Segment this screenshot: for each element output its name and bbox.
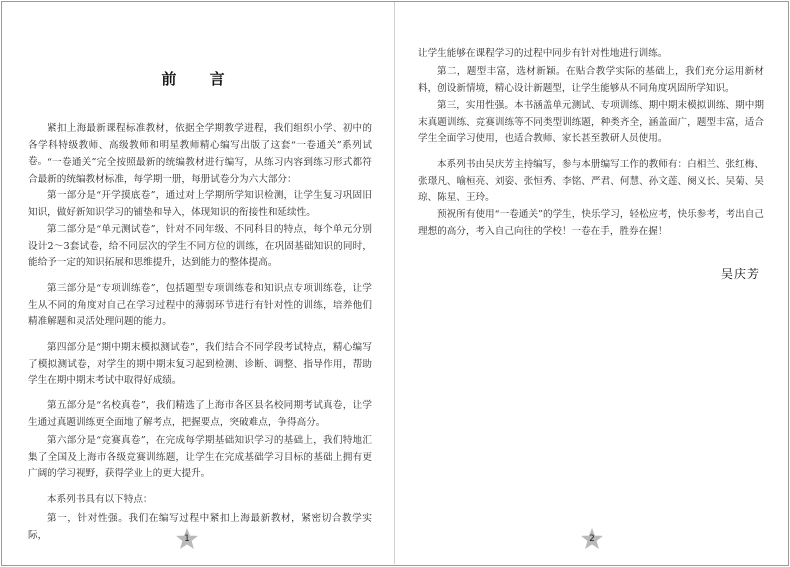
left-page [28,0,372,567]
page-number-left: 1 [184,534,190,544]
preface-paragraph-7: 第五部分是“名校真卷”，我们精选了上海市各区县名校同期考试真卷，让学生通过真题训练更全面地了解考点，把握要点，突破难点，争得高分。 [28,400,372,428]
preface-paragraph-feature-2: 第二，题型丰富，选材新颖。在贴合教学实际的基础上，我们充分运用新材料，创设新情境，精心设计新题型，让学生能够从不同角度巩固所学知识。 [418,66,764,94]
preface-paragraph-10: 第一，针对性强。我们在编写过程中紧扣上海最新教材，紧密切合教学实际， [28,513,372,541]
author-signature: 吴庆芳 [720,267,760,281]
preface-title: 前 言 [161,70,239,88]
preface-paragraph-feature-3: 第三，实用性强。本书涵盖单元测试、专项训练、期中期末模拟训练、期中期末真题训练、竞赛训练等不同类型训练题，种类齐全，涵盖面广，题型丰富，适合学生全面学习使用，也适合教师、家长甚至教研人员使用。 [418,100,764,145]
page-number-badge-left [175,527,199,551]
preface-paragraph-2: “一卷通关”完全按照最新的统编教材进行编写，从练习内容到练习形式都符合最新的统编教材标准，每学期一册，每册试卷分为六大部分： [28,157,372,185]
preface-paragraph-3: 第一部分是“开学摸底卷”，通过对上学期所学知识检测，让学生复习巩固旧知识，做好新知识学习的铺垫和导入，体现知识的衔接性和延续性。 [28,190,372,218]
preface-paragraph-9: 本系列书具有以下特点： [47,494,153,505]
preface-paragraph-1: 紧扣上海最新课程标准教材，依据全学期教学进程，我们组织小学、初中的各学科特级教师、高级教师和明星教师精心编写出版了这套“一卷通关”系列试卷。 [28,123,372,168]
preface-paragraph-6: 第四部分是“期中期末模拟测试卷”，我们结合不同学段考试特点，精心编写了模拟测试卷，对学生的期中期末复习起到检测、诊断、调整、指导作用，帮助学生在期中期末考试中取得好成绩。 [28,342,372,387]
page-gutter [394,2,395,564]
page-number-badge-right [580,527,604,551]
preface-paragraph-5: 第三部分是“专项训练卷”，包括题型专项训练卷和知识点专项训练卷，让学生从不同的角度对自己在学习过程中的薄弱环节进行有针对性的训练，培养他们精准解题和灵活处理问题的能力。 [28,283,372,328]
preface-paragraph-wishes: 预祝所有使用“一卷通关”的学生，快乐学习，轻松应考，快乐参考，考出自己理想的高分，考入自己向往的学校！一卷在手，胜券在握！ [418,209,764,237]
right-page [418,0,764,567]
preface-paragraph-authors: 本系列书由吴庆芳主持编写，参与本册编写工作的教师有：白相兰、张红梅、张璟凡、喻桓亮、刘姿、张恒秀、李铭、严君、何慧、孙文莲、阕义长、吴菊、吴琼、陈星、王玲。 [418,159,764,204]
page-number-right: 2 [589,534,595,544]
preface-continuation: 让学生能够在课程学习的过程中同步有针对性地进行训练。 [418,48,668,59]
preface-paragraph-8: 第六部分是“竞赛真卷”，在完成每学期基础知识学习的基础上，我们特地汇集了全国及上海市各级竞赛训练题，让学生在完成基础学习目标的基础上拥有更广阔的学习视野，获得学业上的更大提升。 [28,435,372,480]
preface-paragraph-4: 第二部分是“单元测试卷”，针对不同年级、不同科目的特点，每个单元分别设计2～3套试卷，给不同层次的学生不同方位的训练，在巩固基础知识的同时，能给予一定的知识拓展和思维提升，达到能力的整体提高。 [28,224,372,269]
